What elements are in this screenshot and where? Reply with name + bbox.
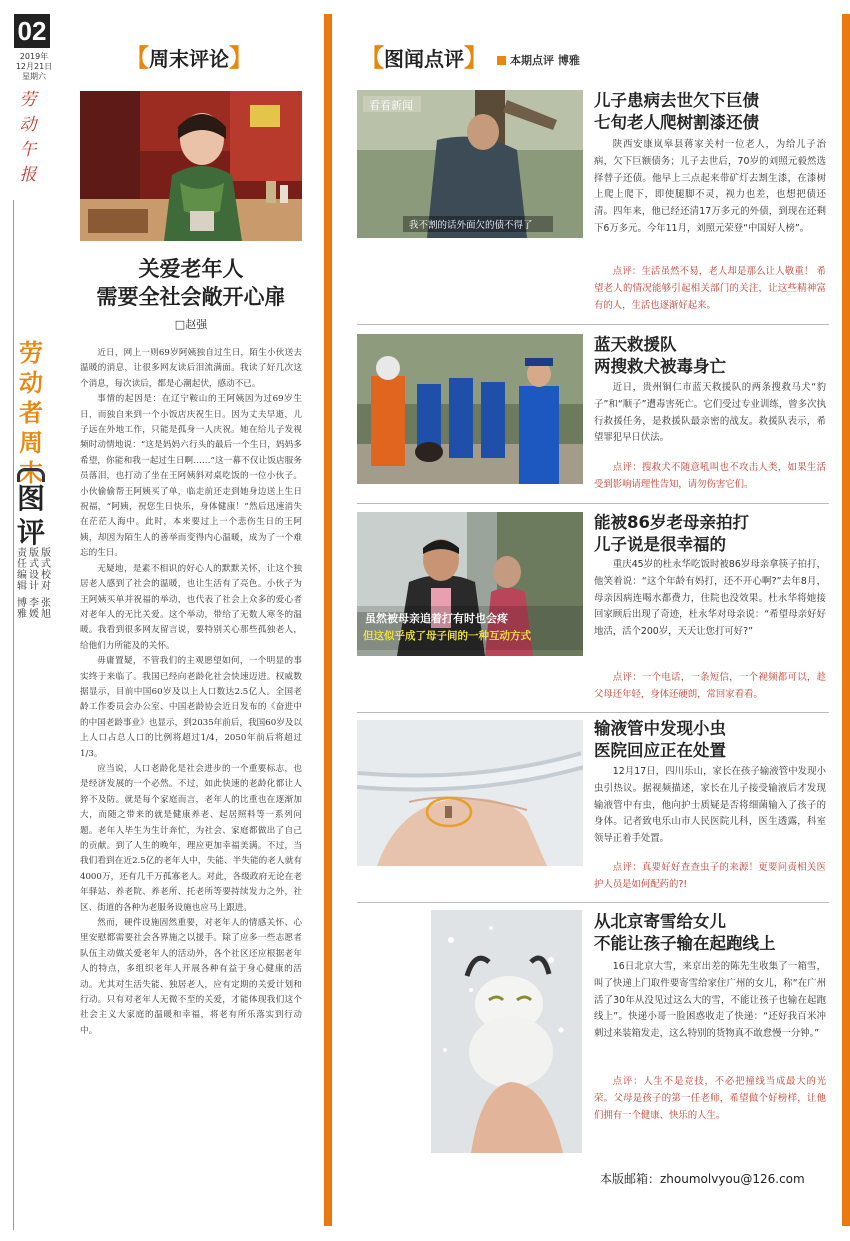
story-divider: [357, 902, 829, 903]
section-title: 劳动者周末: [19, 339, 43, 487]
right-orange-bar: [842, 14, 850, 1226]
section-subtitle: 图评: [16, 482, 45, 549]
story-5-title-line1: 从北京寄雪给女儿: [594, 912, 726, 931]
commentary-paragraph: 事情的起因是：在辽宁鞍山的王阿姨因为过69岁生日，而独自来到一个小饭店庆祝生日。因为丈夫早逝，儿子远在外地工作，只能是孤身一人庆祝。她在给儿子发视频时动情地说：“这是妈妈六行头的最后一个生日，妈妈多希望，你能和我一起过生日啊……”这一幕不仅让饭店服务员落泪，也打动了坐在王阿姨斜对桌吃饭的一位小伙子。小伙偷偷帮王阿姨买了单，临走前还走到她身边送上生日祝福，“阿姨，祝您生日快乐，身体健康！”然后迅速消失在茫茫人海中。此时，本来要过上一个悲伤生日的王阿姨，却因为陌生人的善举而变得内心温暖，成为了一个难忘的生日。: [80, 394, 302, 559]
logo-text: 劳动午报: [19, 90, 37, 185]
story-5-comment: 点评：人生不是竞技，不必把撞线当成最大的光荣。父母是孩子的第一任老师，希望做个好榜样，让他们拥有一个健康、快乐的人生。: [594, 1076, 826, 1121]
rescue-team-image: [357, 334, 583, 484]
commentary-body: [80, 346, 302, 1039]
commentary-title-line2: 需要全社会敞开心扉: [96, 285, 286, 309]
watermark-text: 看看新闻: [369, 99, 413, 112]
commentary-paragraph: 无疑地，是素不相识的好心人的默默关怀，让这个独居老人感到了社会的温暖，也让生活有了亮色。小伙子为王阿姨买单并祝福的举动，也代表了社会上众多的爱心者对老年人的无比关爱。这个举动，带给了无数人寒冬的温暖。我看到很多网友留言说，要特别关心那些孤独老人，给他们力所能及的关怀。: [80, 563, 302, 651]
story-3-image: [357, 512, 583, 656]
story-3-image-caption-1: 虽然被母亲追着打有时也会疼: [365, 612, 508, 625]
bracket-top-icon: [17, 468, 45, 482]
square-bullet-icon: [497, 56, 506, 65]
story-1-comment: 点评：生活虽然不易，老人却是那么让人敬重！ 希望老人的情况能够引起相关部门的关注，让这些精神富有的人，生活也逐渐好起来。: [594, 266, 826, 311]
story-4-title-line1: 输液管中发现小虫: [594, 719, 726, 738]
bracket-right: 】: [229, 44, 253, 72]
commentary-title: [80, 255, 302, 311]
credit-name-c: 博雅: [17, 598, 27, 620]
sidebar-rule: [13, 200, 14, 1230]
photo-review-section-header: [360, 42, 490, 74]
story-4-comment: 点评：真要好好查查虫子的来源！更要问责相关医护人员是如何配药的?!: [594, 862, 826, 890]
tree-climber-image: [357, 90, 583, 238]
credit-name-a: 张旭: [41, 598, 51, 620]
iv-tube-image: [357, 720, 583, 866]
credit-label-a: 版式校对: [41, 548, 51, 592]
story-5-image: [431, 910, 582, 1153]
page-number: 02: [14, 14, 50, 48]
commentary-title-line1: 关爱老年人: [138, 257, 244, 281]
curator-text: 本期点评 博雅: [510, 54, 580, 67]
commentary-paragraph: 毋庸置疑，不管我们的主观愿望如何，一个明显的事实终于来临了。我国已经向老龄化社会快速迈进。权威数据显示，目前中国60岁及以上人口数达2.5亿人。全国老龄工作委员会办公室、中国老龄协会近日发布的《奋进中的中国老龄事业》也显示，到2035年前后，我国60岁及以上人口占总人口的比例将超过1/4，2050年前后将超过1/3。: [80, 656, 302, 759]
story-2-title-line2: 两搜救犬被毒身亡: [594, 357, 726, 376]
story-3-title-line2: 儿子说是很幸福的: [594, 535, 726, 554]
bracket-right: 】: [464, 44, 488, 72]
story-2-image: [357, 334, 583, 484]
story-1-title: [594, 90, 829, 134]
commentary-author: □赵强: [174, 318, 208, 331]
story-5-title-line2: 不能让孩子输在起跑线上: [594, 934, 776, 953]
story-4-body: 12月17日，四川乐山，家长在孩子输液管中发现小虫引热议。据视频描述，家长在儿子接受输液后才发现输液管中有虫，他向护士质疑是否将细菌输入了孩子的身体。记者致电乐山市人民医院儿科，医生透露，科室领导正着手处置。: [594, 766, 826, 845]
story-2-title: [594, 334, 829, 378]
story-divider: [357, 503, 829, 504]
mother-son-image: [357, 512, 583, 656]
commentary-section-header: [125, 42, 265, 74]
story-1-body: 陕西安康岚皋县蒋家关村一位老人，为给儿子治病，欠下巨额债务；儿子去世后，70岁的刘照元毅然选择替子还债。他早上三点起来带矿灯去割生漆，在漆树上爬上爬下，即使腿脚不灵，视力也差，也想把债还清。四年来，他已经还清17万多元的外债，到现在还剩下6万多元。今年11月，刘照元荣登“中国好人榜”。: [594, 139, 826, 234]
story-3-image-caption-2: 但这似乎成了母子间的一种互动方式: [363, 630, 531, 642]
story-2-title-line1: 蓝天救援队: [594, 335, 677, 354]
weekday: 星期六: [22, 72, 46, 81]
story-1-image-caption: 我不割的话外面欠的债不得了: [409, 220, 533, 231]
mailbox-email: 本版邮箱：zhoumolvyou@126.com: [600, 1172, 805, 1186]
commentary-section-label: 周末评论: [149, 47, 229, 71]
story-3-body: 重庆45岁的杜永华吃饭时被86岁母亲拿筷子拍打，他笑着说：“这个年龄有妈打，还不开心啊?”去年8月，母亲因病连喝水都费力，住院也没效果。杜永华将她接回家顾后出现了奇迹，杜永华对母亲说：“希望母亲好好地活，活个200岁，天天让您打可好?”: [594, 559, 826, 638]
story-1-title-line1: 儿子患病去世欠下巨债: [594, 91, 759, 110]
commentary-photo: [80, 91, 302, 241]
story-5-body: 16日北京大雪，来京出差的陈先生收集了一箱雪，叫了快递上门取件要寄雪给家住广州的女儿，称“在广州活了30年从没见过这么大的雪，不能让孩子也输在起跑线上”。快递小哥一脸困惑收走了快递：“还好我百米冲刺过来装箱发走，这么特别的货物真不敢怠慢一分钟。”: [594, 961, 826, 1040]
photo-review-section-label: 图闻点评: [384, 47, 464, 71]
story-3-title: [594, 512, 829, 556]
story-2-comment: 点评：搜救犬不随意吼叫也不攻击人类，如果生活受到影响请理性告知，请勿伤害它们。: [594, 462, 826, 490]
commentary-paragraph: 然而，硬件设施固然重要，对老年人的情感关怀、心里安慰都需要社会各界施之以援手。除了应多一些志愿者队伍主动做关爱老年人的活动外，各个社区还应根据老年人的特点，多组织老年人开展各种有益于身心健康的活动。尤其对生活失能、独居老人，应有定期的关爱计划和行动。只有对老年人无微不至的关爱，才能体现我们这个社会主义大家庭的温暖和幸福，将老有所乐落实到行动中。: [80, 918, 302, 1036]
center-orange-bar: [324, 14, 332, 1226]
date-year: 2019年: [19, 52, 49, 61]
story-3-comment: 点评：一个电话，一条短信，一个视频都可以，趁父母还年轻，身体还硬朗，常回家看看。: [594, 672, 826, 700]
credit-name-b: 李媛: [29, 598, 39, 620]
story-1-image: [357, 90, 583, 238]
credit-label-c: 责任编辑: [17, 548, 27, 592]
story-divider: [357, 324, 829, 325]
snowman-image: [431, 910, 582, 1153]
date-day: 12月21日: [15, 62, 53, 71]
story-3-title-line1: 能被86岁老母亲拍打: [594, 513, 749, 532]
story-2-body: 近日，贵州铜仁市蓝天救援队的两条搜救马犬“豹子”和“顺子”遭毒害死亡。它们受过专业训练，曾多次执行救援任务，是救援队最亲密的战友。救援队表示，希望罪犯早日伏法。: [594, 382, 826, 444]
newspaper-logo: [14, 88, 42, 192]
bracket-left: 【: [360, 44, 384, 72]
story-5-title: [594, 911, 829, 955]
photo-review-curator: [497, 52, 580, 68]
story-1-title-line2: 七旬老人爬树割漆还债: [594, 113, 759, 132]
story-4-title: [594, 718, 829, 762]
commentary-paragraph: 近日，网上一则69岁阿姨独自过生日，陌生小伙送去温暖的消息，让很多网友读后泪流满面。我读了好几次这个消息，每次读后，都是心潮起伏，感动不已。: [80, 348, 302, 389]
story-4-image: [357, 720, 583, 866]
story-divider: [357, 712, 829, 713]
commentary-paragraph: 应当说，人口老龄化是社会进步的一个重要标志，也是经济发展的一个必然。不过，如此快速的老龄化都让人猝不及防。就是每个家庭而言，老年人的比重也在逐渐加大，而随之带来的就是健康养老、起居照料等一系列问题。老年人毕生为生计奔忙，为社会、家庭都做出了自己的贡献。到了人生的晚年，理应更加幸福美满。不过，当我们看到在近2.5亿的老年人中，失能、半失能的老人就有4000万，还有几千万孤寡老人。对此，各级政府无论在老年驿站、养老院、养老所、托老所等要持续发力之外，社区、街道的各种为老服务设施也应马上跟进。: [80, 763, 302, 913]
bracket-left: 【: [125, 44, 149, 72]
restaurant-scene-image: [80, 91, 302, 241]
story-4-title-line2: 医院回应正在处置: [594, 741, 726, 760]
credit-label-b: 版式设计: [29, 548, 39, 592]
